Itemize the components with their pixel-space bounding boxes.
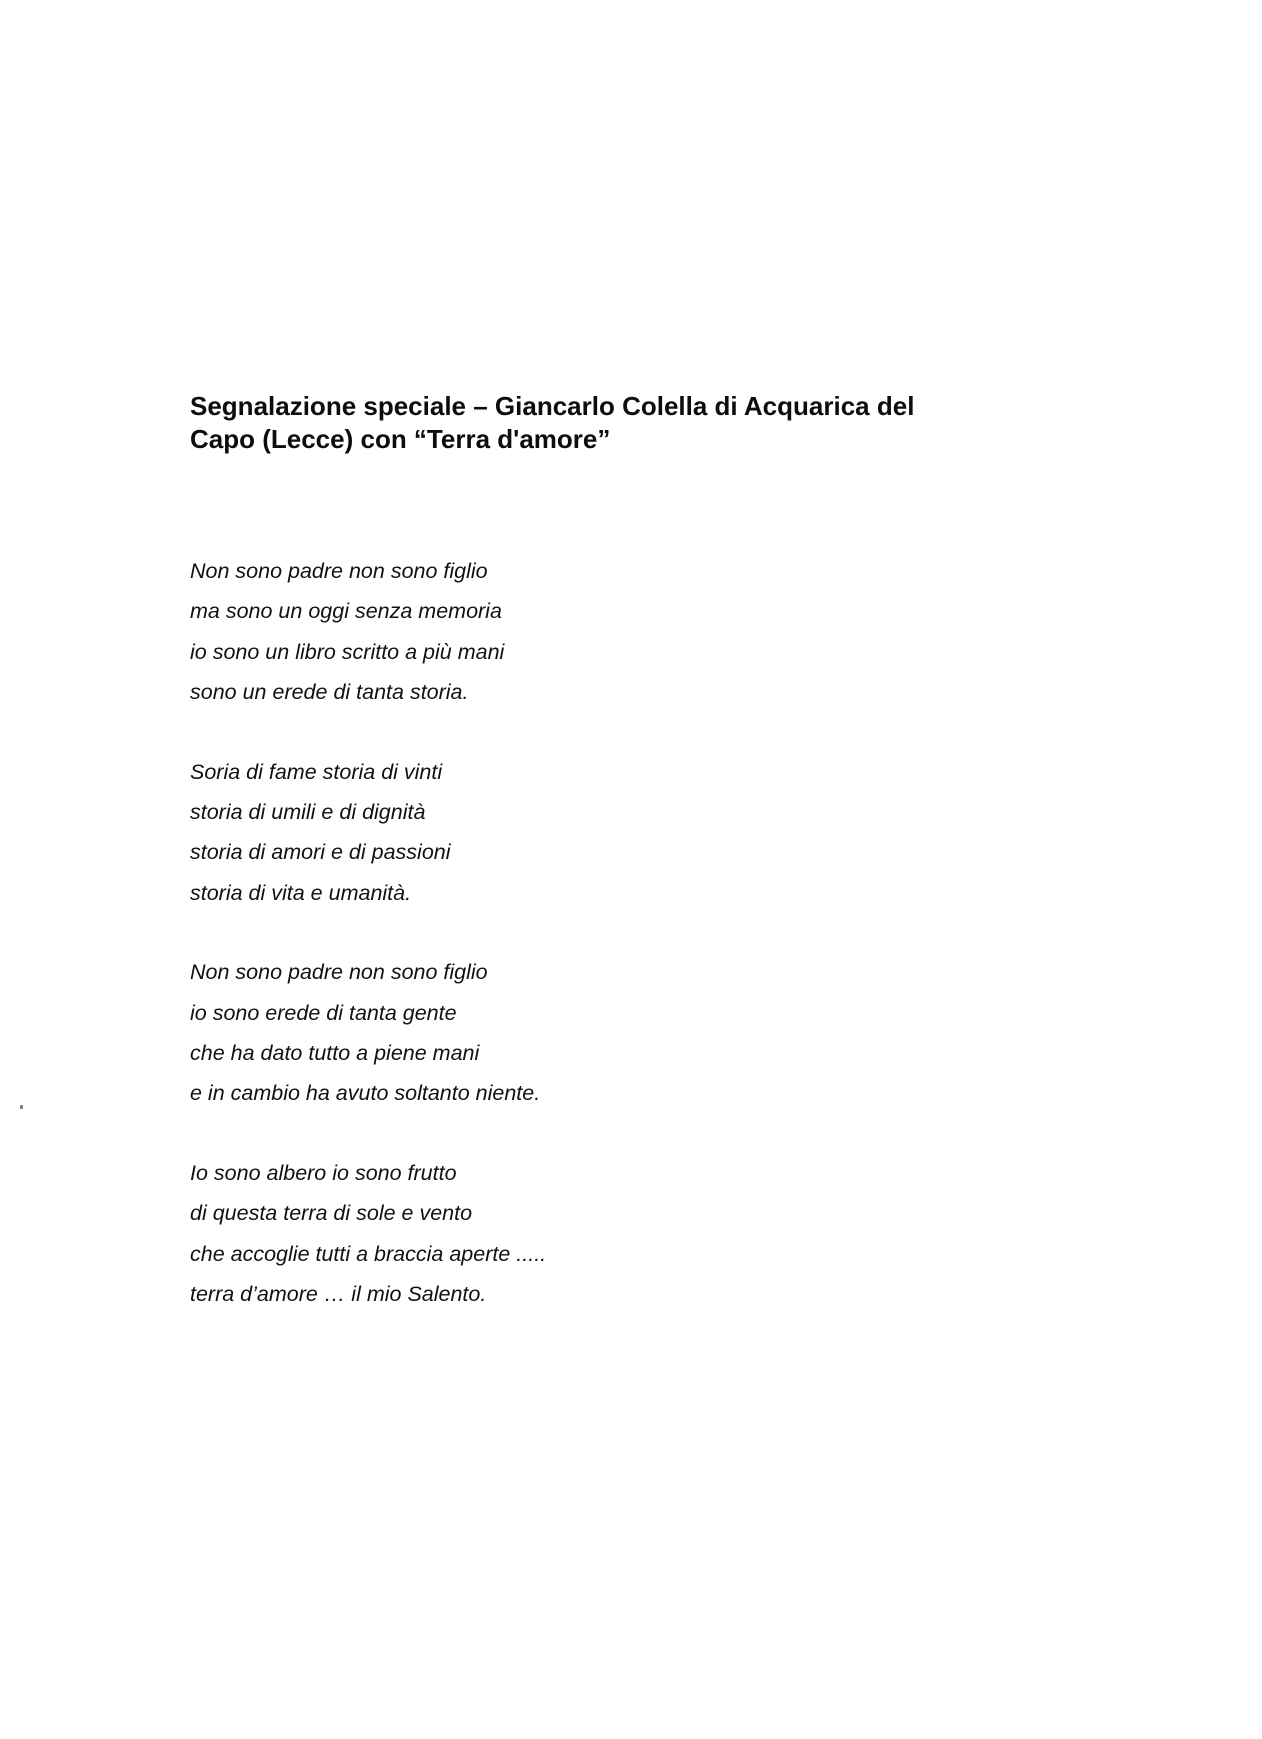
poem-line: Non sono padre non sono figlio xyxy=(190,960,488,985)
poem-line: che accoglie tutti a braccia aperte ..... xyxy=(190,1241,547,1266)
poem-line: storia di umili e di dignità xyxy=(190,800,426,825)
poem-line: sono un erede di tanta storia. xyxy=(190,680,469,705)
heading-line-2: Capo (Lecce) con “Terra d'amore” xyxy=(190,424,611,454)
poem-stanza-4 xyxy=(190,1153,890,1315)
poem-line: ma sono un oggi senza memoria xyxy=(190,599,502,624)
poem-line: Non sono padre non sono figlio xyxy=(190,559,488,583)
poem-line: storia di amori e di passioni xyxy=(190,840,451,865)
poem-line: di questa terra di sole e vento xyxy=(190,1201,473,1226)
poem-line: io sono erede di tanta gente xyxy=(190,1000,457,1025)
document-heading xyxy=(190,390,1090,456)
poem-line: Soria di fame storia di vinti xyxy=(190,759,443,784)
poem-line: terra d’amore … il mio Salento. xyxy=(190,1282,487,1307)
poem-line: storia di vita e umanità. xyxy=(190,880,412,905)
heading-line-1: Segnalazione speciale – Giancarlo Colella di Acquarica del xyxy=(190,391,915,421)
poem xyxy=(190,551,890,1315)
poem-stanza-1 xyxy=(190,551,890,713)
poem-line: che ha dato tutto a piene mani xyxy=(190,1041,480,1066)
poem-line: e in cambio ha avuto soltanto niente. xyxy=(190,1081,541,1106)
scan-speck xyxy=(20,1105,23,1109)
poem-line: io sono un libro scritto a più mani xyxy=(190,639,505,664)
poem-stanza-3 xyxy=(190,952,890,1114)
poem-stanza-2 xyxy=(190,752,890,914)
poem-line: Io sono albero io sono frutto xyxy=(190,1160,457,1185)
